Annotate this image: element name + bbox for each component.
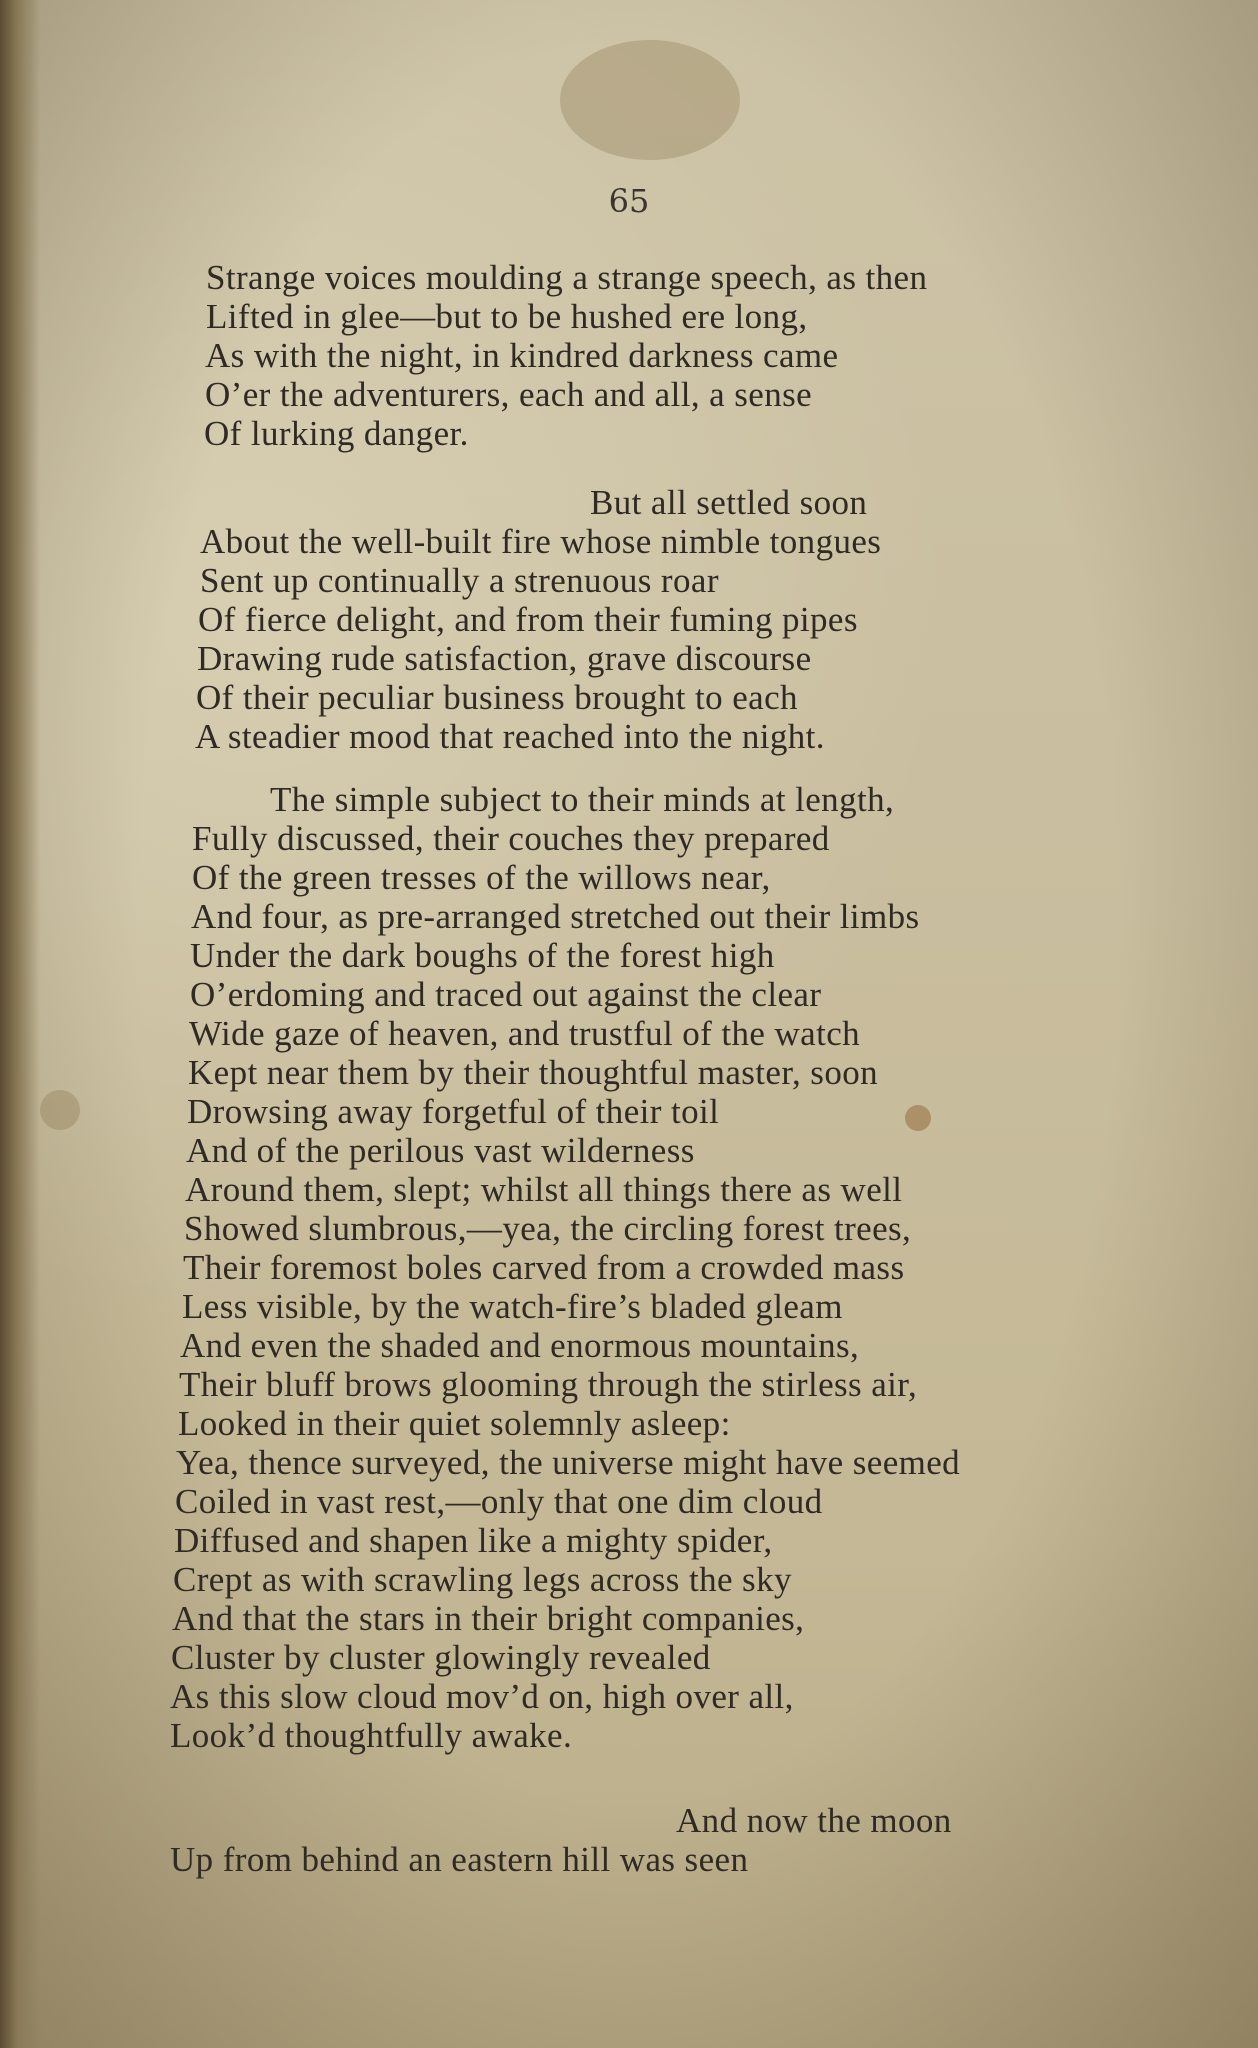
poem-line: Of fierce delight, and from their fuming pipes <box>198 600 858 639</box>
poem-line: About the well-built fire whose nimble tongues <box>200 522 882 561</box>
poem-line: O’er the adventurers, each and all, a sense <box>205 375 813 414</box>
poem-line: Lifted in glee—but to be hushed ere long, <box>206 297 808 336</box>
poem-line: Strange voices moulding a strange speech, as then <box>206 258 928 297</box>
poem-line: Of their peculiar business brought to each <box>196 678 798 717</box>
poem-line: And four, as pre-arranged stretched out their limbs <box>191 897 920 936</box>
poem-line: Showed slumbrous,—yea, the circling forest trees, <box>184 1209 912 1248</box>
poem-line: Less visible, by the watch-fire’s bladed gleam <box>182 1287 843 1326</box>
poem-line: Their bluff brows glooming through the stirless air, <box>179 1365 918 1404</box>
poem-line: A steadier mood that reached into the night. <box>195 717 825 756</box>
poem-line: Drawing rude satisfaction, grave discourse <box>197 639 812 678</box>
poem-line: Up from behind an eastern hill was seen <box>170 1840 749 1879</box>
poem-line: But all settled soon <box>590 483 868 522</box>
poem-line: Diffused and shapen like a mighty spider, <box>174 1521 773 1560</box>
poem-line: Coiled in vast rest,—only that one dim cloud <box>175 1482 823 1521</box>
poem-line: Sent up continually a strenuous roar <box>200 561 719 600</box>
poem-line: The simple subject to their minds at length, <box>270 780 895 819</box>
poem-line: And that the stars in their bright companies, <box>172 1599 805 1638</box>
poem-line: Kept near them by their thoughtful master, soon <box>188 1053 879 1092</box>
page-number: 65 <box>608 182 650 220</box>
poem-line: Looked in their quiet solemnly asleep: <box>178 1404 731 1443</box>
poem-line: And now the moon <box>676 1801 952 1840</box>
poem-line: Drowsing away forgetful of their toil <box>187 1092 720 1131</box>
poem-line: Cluster by cluster glowingly revealed <box>171 1638 711 1677</box>
poem-line: And even the shaded and enormous mountains, <box>180 1326 860 1365</box>
poem-line: Wide gaze of heaven, and trustful of the watch <box>189 1014 861 1053</box>
poem-line: Look’d thoughtfully awake. <box>170 1716 573 1755</box>
poem-line: As with the night, in kindred darkness came <box>205 336 839 375</box>
poem-line: Their foremost boles carved from a crowded mass <box>183 1248 905 1287</box>
poem-line: Of the green tresses of the willows near, <box>192 858 771 897</box>
poem-line: Under the dark boughs of the forest high <box>190 936 775 975</box>
poem-line: Crept as with scrawling legs across the sky <box>173 1560 792 1599</box>
poem-line: Yea, thence surveyed, the universe might have seemed <box>176 1443 961 1482</box>
poem-line: Fully discussed, their couches they prepared <box>192 819 830 858</box>
poem-line: And of the perilous vast wilderness <box>186 1131 695 1170</box>
poem-line: O’erdoming and traced out against the clear <box>190 975 822 1014</box>
poem-line: Of lurking danger. <box>204 414 469 453</box>
poem-line: Around them, slept; whilst all things there as well <box>185 1170 903 1209</box>
poem-line: As this slow cloud mov’d on, high over all, <box>170 1677 794 1716</box>
